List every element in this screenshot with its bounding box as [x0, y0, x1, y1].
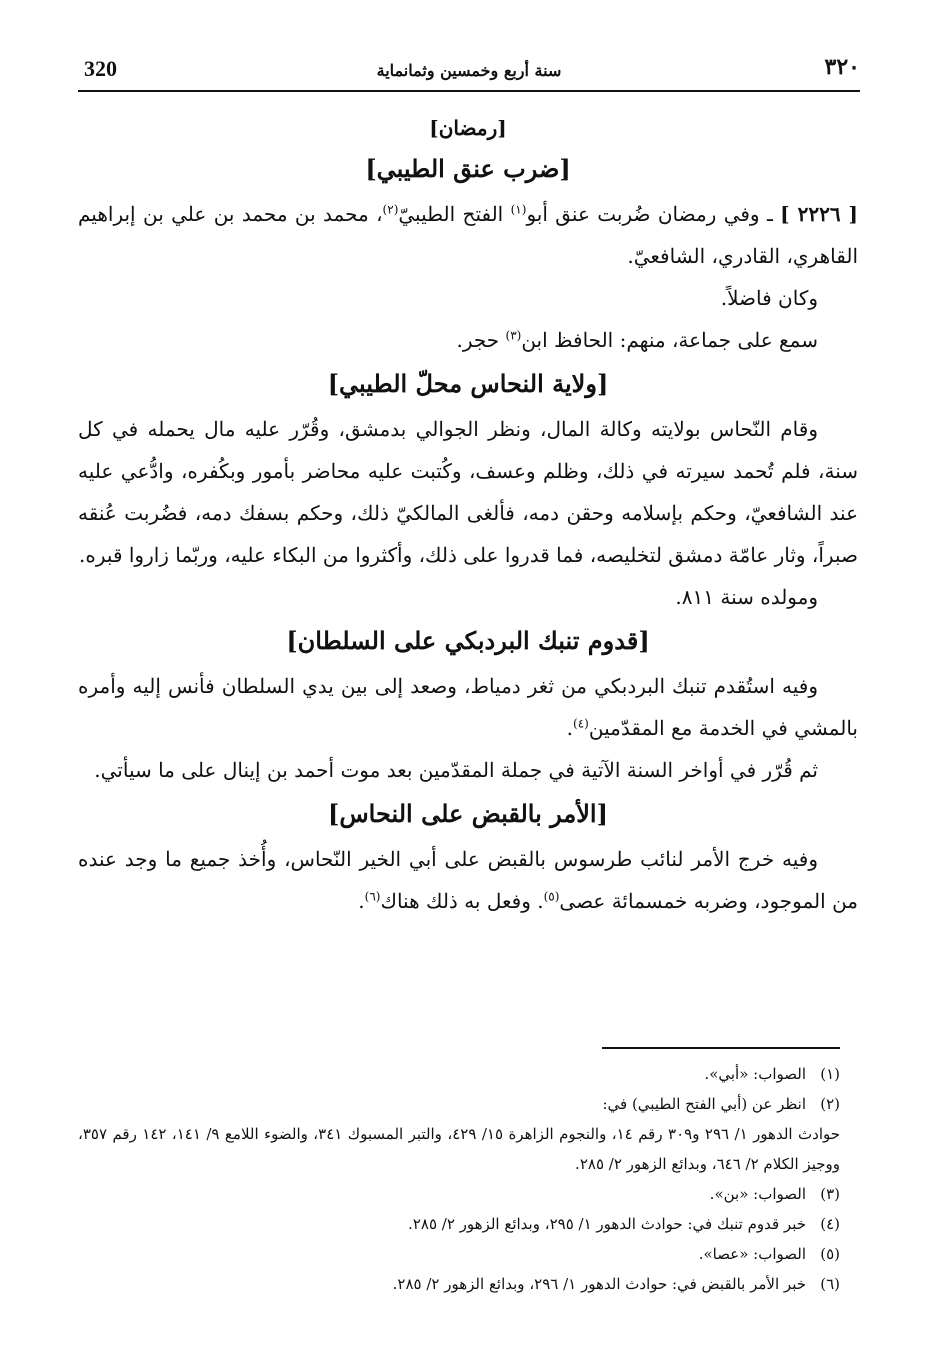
entry-paragraph	[78, 193, 858, 277]
paragraph: وكان فاضلاً.	[720, 286, 818, 310]
footnote-number: (٥)	[820, 1245, 840, 1263]
footnote-ref: (٤)	[573, 716, 589, 731]
text-run: .	[566, 716, 574, 740]
footnote-text: الصواب: «عصا».	[698, 1245, 806, 1263]
footnote-divider	[602, 1047, 840, 1049]
text-run: وفيه استُقدم تنبك البردبكي من ثغر دمياط، وصعد إلى بين يدي السلطان فأنس إليه وأمره بالمشي في الخدمة مع المقدّمين	[78, 674, 858, 740]
text-run: حجر.	[456, 328, 506, 352]
paragraph: ثم قُرّر في أواخر السنة الآتية في جملة المقدّمين بعد موت أحمد بن إينال على ما سيأتي.	[94, 758, 818, 782]
paragraph: ومولده سنة ٨١١.	[675, 585, 818, 609]
footnote-ref: (٣)	[505, 328, 522, 343]
footnote-number: (٦)	[820, 1275, 840, 1293]
page-number-latin: 320	[84, 56, 117, 81]
footnote-ref: (٥)	[543, 889, 560, 904]
text-run: سمع على جماعة، منهم: الحافظ ابن	[521, 328, 818, 352]
footnote-item	[78, 1089, 840, 1119]
footnote-item	[78, 1269, 840, 1299]
main-text	[78, 110, 858, 922]
running-title: سنة أربع وخمسين وثمانماية	[376, 61, 562, 80]
footnote-item	[78, 1059, 840, 1089]
footnote-text: خبر قدوم تنبك في: حوادث الدهور ١/ ٢٩٥، وبدائع الزهور ٢/ ٢٨٥.	[408, 1215, 806, 1233]
text-run: ، محمد بن محمد بن علي بن إبراهيم القاهري، القادري، الشافعيّ.	[78, 202, 858, 268]
paragraph: وقام النّحاس بولايته وكالة المال، ونظر الجوالي بدمشق، وقُرّر عليه مال يحمله في كل سنة، فلم تُحمد سيرته في ذلك، وظلم وعسف، وكُتبت عليه محاضر بأمور وبكُفره، وادُّعي عليه عند الشافعيّ، وحكم بإسلامه وحقن دمه، فألغى المالكيّ ذلك، وحكم بسفك دمه، فضُربت عُنقه صبراً، وثار عامّة دمشق لتخليصه، فما قدروا على ذلك، وأكثروا من البكاء عليه، وربّما زاروا قبره.	[78, 417, 858, 567]
footnote-ref: (٦)	[364, 889, 381, 904]
footnote-text: الصواب: «أبي».	[704, 1065, 806, 1083]
text-run: .	[358, 889, 365, 913]
footnote-number: (١)	[820, 1065, 840, 1083]
entry-number: [ ٢٢٢٦ ]	[780, 202, 859, 226]
footnote-number: (٤)	[820, 1215, 840, 1233]
paragraph	[78, 319, 858, 361]
paragraph	[78, 665, 858, 749]
text-run: وفيه خرج الأمر لنائب طرسوس بالقبض على أبي الخير النّحاس، وأُخذ جميع ما وجد عنده من الموجود، وضربه خمسمائة عصى	[78, 847, 858, 913]
footnote-text: الصواب: «بن».	[709, 1185, 806, 1203]
text-run: . وفعل به ذلك هناك	[380, 889, 544, 913]
header-divider	[78, 90, 860, 92]
month-title: [رمضان]	[429, 116, 507, 140]
footnote-item	[78, 1209, 840, 1239]
footnotes	[78, 1047, 840, 1299]
footnote-continuation: حوادث الدهور ١/ ٢٩٦ و٣٠٩ رقم ١٤، والنجوم الزاهرة ١٥/ ٤٢٩، والتبر المسبوك ٣٤١، والضوء اللامع ٩/ ١٤١، ١٤٢ رقم ٣٥٧، ووجيز الكلام ٢/ ٦٤٦، وبدائع الزهور ٢/ ٢٨٥.	[78, 1125, 841, 1173]
footnote-item	[78, 1239, 840, 1269]
section-heading-3: [قدوم تنبك البردبكي على السلطان]	[286, 626, 650, 655]
footnote-number: (٣)	[820, 1185, 840, 1203]
page-number-arabic: ٣٢٠	[824, 54, 860, 80]
paragraph	[78, 838, 858, 922]
footnote-ref: (٢)	[382, 202, 399, 217]
text-run: الفتح الطيبيّ	[398, 202, 511, 226]
section-heading-4: [الأمر بالقبض على النحاس]	[328, 799, 608, 828]
footnote-ref: (١)	[510, 202, 527, 217]
footnote-number: (٢)	[820, 1095, 840, 1113]
page-header	[78, 52, 860, 92]
section-heading-2: [ولاية النحاس محلّ الطيبي]	[327, 369, 609, 398]
section-heading-1: [ضرب عنق الطيبي]	[365, 154, 571, 183]
text-run: ـ وفي رمضان ضُربت عنق أبو	[526, 202, 781, 226]
footnote-text: خبر الأمر بالقبض في: حوادث الدهور ١/ ٢٩٦، وبدائع الزهور ٢/ ٢٨٥.	[392, 1275, 806, 1293]
footnote-item	[78, 1179, 840, 1209]
footnote-text: انظر عن (أبي الفتح الطيبي) في:	[602, 1095, 806, 1113]
